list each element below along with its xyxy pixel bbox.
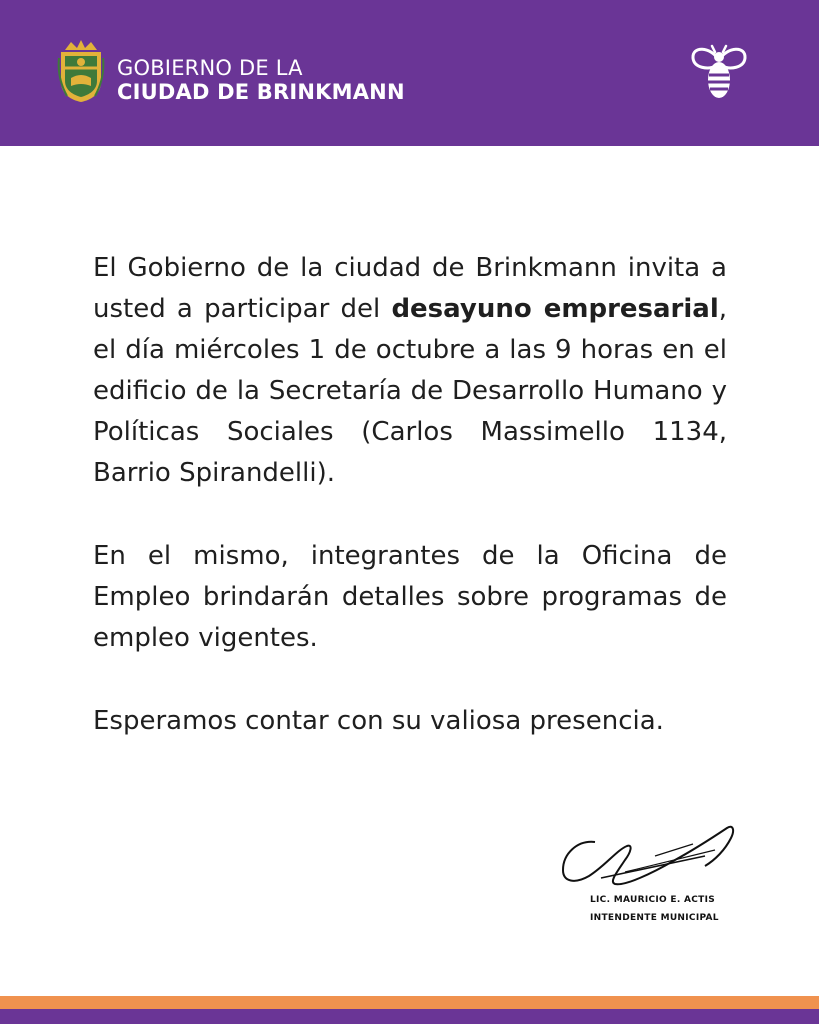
government-title <box>117 56 405 104</box>
paragraph-invitation <box>93 248 727 494</box>
p1-text-after: , el día miércoles 1 de octubre a las 9 horas en el edificio de la Secretaría de Desarrollo Humano y Políticas Sociales (Carlos Massimello 1134, Barrio Spirandelli). <box>93 294 728 488</box>
handwritten-signature <box>555 820 745 900</box>
invitation-body <box>93 248 727 742</box>
footer-purple-stripe <box>0 1009 819 1024</box>
title-line-2: CIUDAD DE BRINKMANN <box>117 80 405 104</box>
city-crest-icon <box>57 38 105 104</box>
signer-name: LIC. MAURICIO E. ACTIS <box>590 895 716 905</box>
header-bar <box>0 0 819 146</box>
bee-icon <box>688 44 750 102</box>
paragraph-details: En el mismo, integrantes de la Oficina de Empleo brindarán detalles sobre programas de empleo vigentes. <box>93 541 727 653</box>
title-line-1: GOBIERNO DE LA <box>117 56 303 80</box>
p1-text-before: El Gobierno de la ciudad de Brinkmann invita a usted a participar del <box>93 253 727 324</box>
signer-role: INTENDENTE MUNICIPAL <box>590 913 719 923</box>
p1-bold-event: desayuno empresarial <box>391 294 719 324</box>
footer-orange-stripe <box>0 996 819 1009</box>
paragraph-closing: Esperamos contar con su valiosa presencia. <box>93 706 664 736</box>
